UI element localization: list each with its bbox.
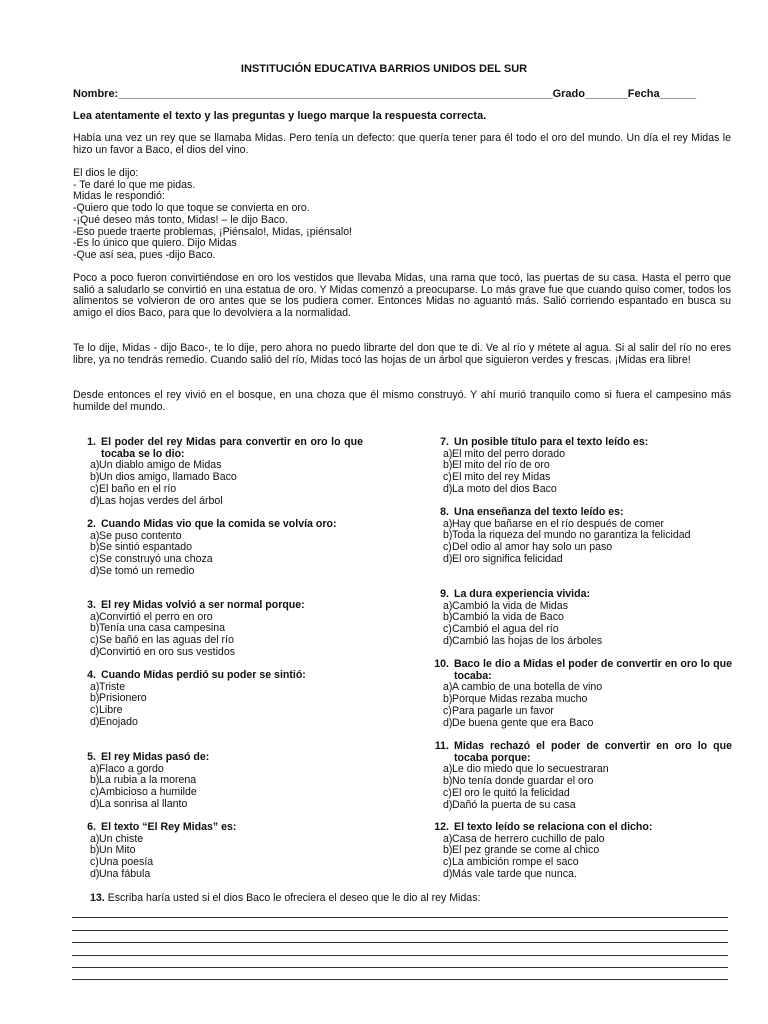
answer-line[interactable] — [72, 956, 728, 968]
answer-option[interactable]: a) Cambió la vida de Midas — [443, 599, 568, 612]
question-text: El rey Midas pasó de: — [101, 751, 210, 763]
question-8 — [426, 507, 732, 566]
instructions: Lea atentamente el texto y las preguntas y luego marque la respuesta correcta. — [73, 110, 487, 122]
question-7 — [426, 437, 732, 496]
question-number: 2. — [87, 518, 96, 530]
answer-option[interactable]: b) Un Mito — [90, 844, 136, 857]
answer-option[interactable]: c) Se construyó una choza — [90, 553, 213, 566]
question-number: 1. — [87, 436, 96, 448]
question-number: 4. — [87, 669, 96, 681]
answer-option[interactable]: b) El pez grande se come al chico — [443, 844, 600, 857]
answer-option[interactable]: d) Cambió las hojas de los árboles — [443, 634, 603, 647]
answer-option[interactable]: c) El oro le quitó la felicidad — [443, 786, 570, 799]
question-number: 7. — [440, 436, 449, 448]
question-text: El rey Midas volvió a ser normal porque: — [101, 599, 305, 611]
question-10 — [426, 659, 732, 729]
question-text: Midas rechazó el poder de convertir en oro lo que tocaba porque: — [454, 740, 732, 764]
answer-option[interactable]: d) El oro significa felicidad — [443, 552, 563, 565]
question-number: 8. — [440, 506, 449, 518]
answer-line[interactable] — [72, 906, 728, 918]
dialogue-line: -¡Qué deseo más tonto, Midas! – le dijo Baco. — [73, 213, 288, 226]
answer-option[interactable]: a) Casa de herrero cuchillo de palo — [443, 832, 605, 845]
dialogue-line: -Eso puede traerte problemas, ¡Piénsalo!, Midas, ¡piénsalo! — [73, 225, 353, 238]
answer-option[interactable]: d) Enojado — [90, 715, 138, 728]
story-dialogue — [73, 168, 473, 262]
answer-option[interactable]: b) Un dios amigo, llamado Baco — [90, 471, 237, 484]
question-6 — [73, 822, 363, 881]
answer-line[interactable] — [72, 931, 728, 943]
question-11 — [426, 741, 732, 811]
question-number: 13. — [90, 892, 105, 904]
question-text: Escriba haría usted si el dios Baco le ofreciera el deseo que le dio al rey Midas: — [107, 892, 481, 904]
answer-option[interactable]: c) Cambió el agua del río — [443, 623, 559, 636]
answer-line[interactable] — [72, 943, 728, 955]
story-paragraph-1: Había una vez un rey que se llamaba Midas. Pero tenía un defecto: que quería tener para él todo el oro del mundo. Un día el rey Midas le hizo un favor a Baco, el dios del vino. — [73, 132, 731, 156]
page-title: INSTITUCIÓN EDUCATIVA BARRIOS UNIDOS DEL SUR — [240, 63, 528, 75]
question-number: 12. — [434, 821, 449, 833]
question-3 — [73, 600, 363, 659]
question-text: El texto leído se relaciona con el dicho: — [454, 821, 653, 833]
question-text: La dura experiencia vivida: — [454, 588, 591, 600]
question-13 — [90, 892, 730, 904]
question-text: Una enseñanza del texto leído es: — [454, 506, 624, 518]
question-number: 9. — [440, 588, 449, 600]
answer-option[interactable]: b) Toda la riqueza del mundo no garantiza la felicidad — [443, 529, 691, 542]
dialogue-line: El dios le dijo: — [73, 167, 139, 179]
answer-option[interactable]: b) Prisionero — [90, 692, 147, 705]
answer-option[interactable]: a) Le dio miedo que lo secuestraran — [443, 763, 609, 776]
dialogue-line: -Que así sea, pues -dijo Baco. — [73, 248, 216, 261]
dialogue-line: Midas le respondió: — [73, 190, 165, 203]
question-text: Cuando Midas vio que la comida se volvía oro: — [101, 518, 337, 530]
answer-option[interactable]: a) Triste — [90, 680, 126, 693]
question-text: Cuando Midas perdió su poder se sintió: — [101, 669, 306, 681]
answer-option[interactable]: d) Convirtió en oro sus vestidos — [90, 645, 236, 658]
question-number: 5. — [87, 751, 96, 763]
answer-option[interactable]: d) La moto del dios Baco — [443, 482, 557, 495]
answer-option[interactable]: c) Se bañó en las aguas del río — [90, 634, 234, 647]
answer-line[interactable] — [72, 918, 728, 930]
answer-option[interactable]: d) Dañó la puerta de su casa — [443, 798, 576, 811]
answer-option[interactable]: c) Del odio al amor hay solo un paso — [443, 541, 613, 554]
answer-option[interactable]: d) Una fábula — [90, 867, 151, 880]
question-2 — [73, 519, 363, 578]
name-grade-date-line: Nombre:_______________________________________________________________________Grado_______Fecha______ — [73, 88, 697, 100]
answer-option[interactable]: d) La sonrisa al llanto — [90, 797, 188, 810]
answer-option[interactable]: b) Cambió la vida de Baco — [443, 611, 564, 624]
answer-option[interactable]: d) De buena gente que era Baco — [443, 716, 594, 729]
answer-option[interactable]: a) Un chiste — [90, 832, 144, 845]
answer-option[interactable]: b) Se sintió espantado — [90, 541, 193, 554]
answer-option[interactable]: d) Las hojas verdes del árbol — [90, 494, 223, 507]
answer-option[interactable]: a) A cambio de una botella de vino — [443, 681, 603, 694]
question-number: 10. — [434, 658, 449, 670]
question-text: El poder del rey Midas para convertir en oro lo que tocaba se lo dio: — [101, 436, 363, 460]
question-text: Baco le dio a Midas el poder de convertir en oro lo que tocaba: — [454, 658, 732, 682]
story-paragraph-2: Poco a poco fueron convirtiéndose en oro los vestidos que llevaba Midas, una rama que tocó, las puertas de su casa. Hasta el perro que salió a saludarlo se convirtió en una estatua de oro. Y Midas comenzó a preocuparse. Lo más grave fue que cuando quiso comer, todos los alimentos se volvieron de oro antes que se los pudiera comer. Entonces Midas no aguantó más. Salió corriendo espantado en busca su amigo el dios Baco, para que lo devolviera a la normalidad. — [73, 272, 731, 320]
answer-option[interactable]: c) El mito del rey Midas — [443, 471, 551, 484]
question-number: 6. — [87, 821, 96, 833]
answer-option[interactable]: c) El baño en el río — [90, 482, 177, 495]
question-5 — [73, 752, 363, 811]
answer-lines[interactable] — [72, 906, 728, 980]
dialogue-line: -Es lo único que quiero. Dijo Midas — [73, 237, 237, 250]
answer-option[interactable]: a) Convirtió el perro en oro — [90, 610, 213, 623]
question-9 — [426, 589, 732, 648]
answer-option[interactable]: d) Se tomó un remedio — [90, 564, 195, 577]
answer-option[interactable]: a) Un diablo amigo de Midas — [90, 459, 222, 472]
question-4 — [73, 670, 363, 729]
question-number: 3. — [87, 599, 96, 611]
answer-option[interactable]: c) Una poesía — [90, 856, 154, 869]
answer-line[interactable] — [72, 968, 728, 980]
question-1 — [73, 437, 363, 507]
story-paragraph-3: Te lo dije, Midas - dijo Baco-, te lo dije, pero ahora no puedo librarte del don que te di. Ve al río y métete al agua. Si al salir del río no eres libre, ya no tendrás remedio. Cuando salió del río, Midas tocó las hojas de un árbol que siguieron verdes y frescas. ¡Midas era libre! — [73, 342, 731, 366]
answer-option[interactable]: c) Libre — [90, 704, 123, 717]
question-12 — [426, 822, 732, 881]
answer-option[interactable]: b) Porque Midas rezaba mucho — [443, 693, 588, 706]
story-paragraph-4: Desde entonces el rey vivió en el bosque, en una choza que él mismo construyó. Y ahí murió tranquilo como si fuera el campesino más humilde del mundo. — [73, 389, 731, 413]
answer-option[interactable]: a) Hay que bañarse en el río después de comer — [443, 517, 665, 530]
dialogue-line: - Te daré lo que me pidas. — [73, 178, 196, 191]
question-text: El texto “El Rey Midas” es: — [101, 821, 237, 833]
answer-option[interactable]: c) Ambicioso a humilde — [90, 786, 197, 799]
answer-option[interactable]: b) La rubia a la morena — [90, 774, 197, 787]
answer-option[interactable]: c) La ambición rompe el saco — [443, 856, 579, 869]
answer-option[interactable]: b) No tenía donde guardar el oro — [443, 775, 594, 788]
question-number: 11. — [434, 740, 449, 752]
answer-option[interactable]: a) El mito del perro dorado — [443, 447, 566, 460]
answer-option[interactable]: a) Flaco a gordo — [90, 762, 164, 775]
question-text: Un posible título para el texto leído es: — [454, 436, 649, 448]
answer-option[interactable]: d) Más vale tarde que nunca. — [443, 867, 577, 880]
answer-option[interactable]: c) Para pagarle un favor — [443, 704, 554, 717]
answer-option[interactable]: a) Se puso contento — [90, 529, 182, 542]
answer-option[interactable]: b) El mito del río de oro — [443, 459, 550, 472]
answer-option[interactable]: b) Tenía una casa campesina — [90, 622, 226, 635]
dialogue-line: -Quiero que todo lo que toque se convierta en oro. — [73, 202, 310, 215]
